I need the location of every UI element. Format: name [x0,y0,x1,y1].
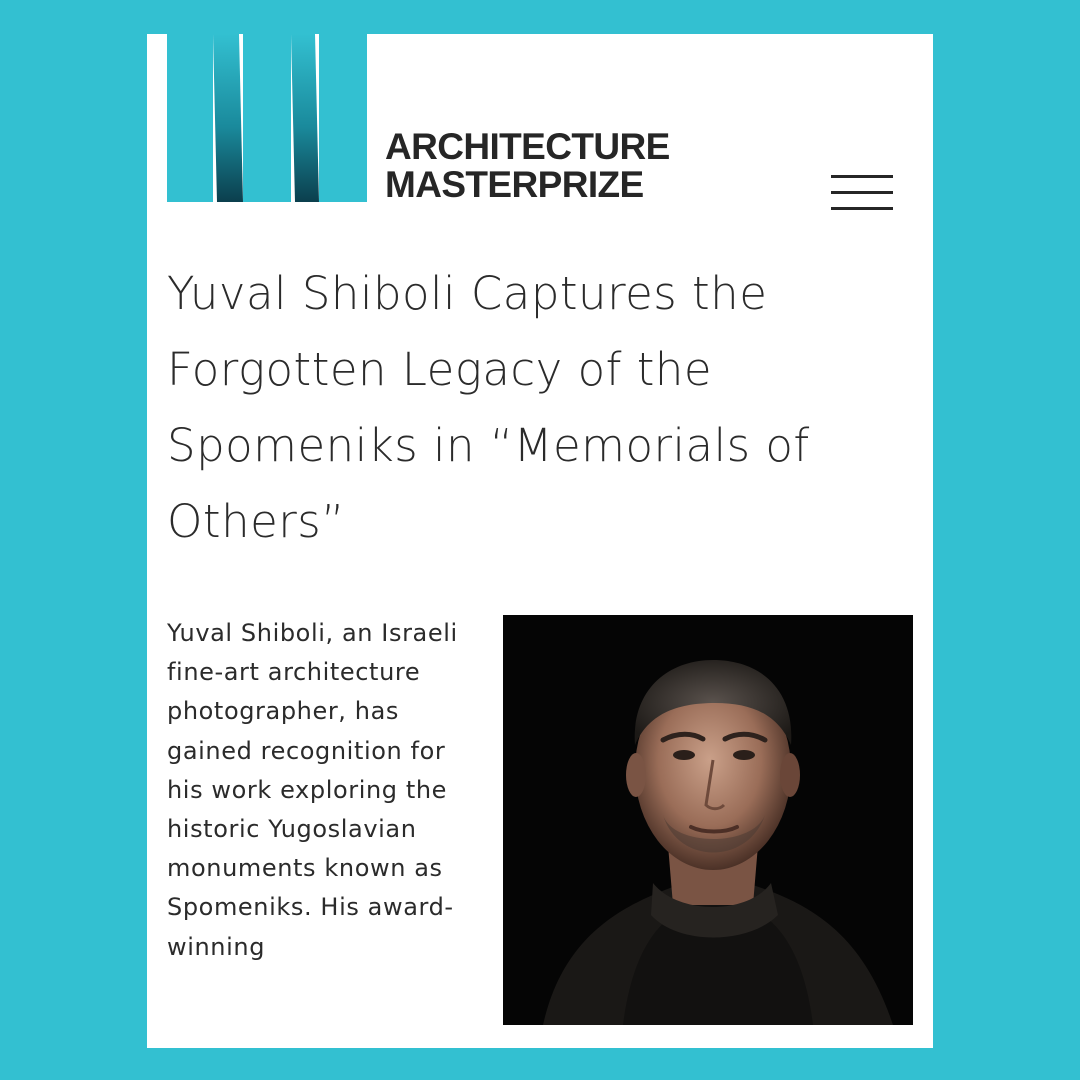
article-title: Yuval Shiboli Captures the Forgotten Legacy of the Spomeniks in “Memorials of Others” [167,267,810,548]
brand-wordmark[interactable] [385,128,670,204]
article-body: Yuval Shiboli, an Israeli fine-art architecture photographer, has gained recognition for his work exploring the historic Yugoslavian monuments known as Spomeniks. His award-winning [167,619,458,961]
brand-line-1: ARCHITECTURE [385,126,670,167]
menu-bar [831,207,893,210]
brand-line-2: MASTERPRIZE [385,164,644,205]
portrait-illustration [503,615,913,1025]
menu-bar [831,191,893,194]
hamburger-menu-icon[interactable] [831,174,893,214]
architecture-masterprize-logo-icon[interactable] [167,34,367,202]
menu-bar [831,175,893,178]
author-portrait-photo [503,615,913,1025]
article-card [147,34,933,1048]
